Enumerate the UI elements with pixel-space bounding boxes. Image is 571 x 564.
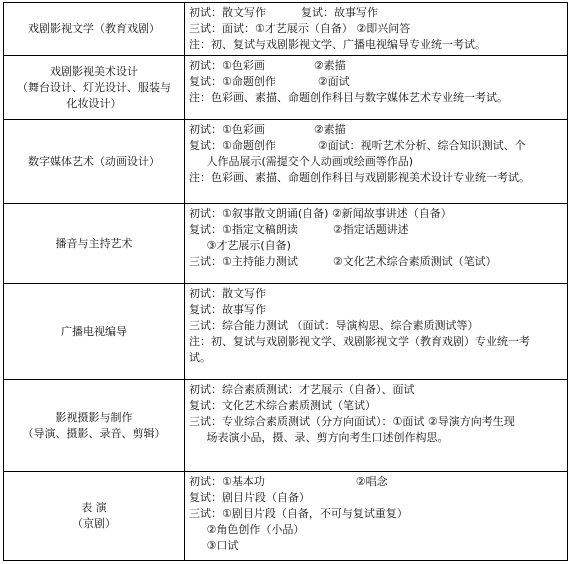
exam-line: 三试：①剧目片段（自备，不可与复试重复）: [189, 507, 408, 520]
major-cell: [4, 120, 185, 204]
major-cell: [4, 380, 185, 472]
exam-line: 初试：①色彩画 ②素描: [189, 59, 346, 72]
admission-exam-table: [3, 2, 568, 561]
exam-line: 三试：综合能力测试 （面试：导演构思、综合素质测试等）: [189, 319, 479, 332]
table-row: [4, 120, 568, 204]
major-cell: [4, 56, 185, 120]
exam-details-cell: [185, 284, 568, 380]
note-line: 试。: [189, 351, 211, 364]
major-subtitle: 化妆设计）: [66, 96, 122, 110]
exam-line: 复试：①命题创作 ②面试: [189, 75, 350, 88]
note-line: 注：初、复试与戏剧影视文学、戏剧影视文学（教育戏剧）专业统一考: [189, 335, 530, 348]
exam-line: ③才艺展示(自备): [189, 239, 291, 252]
note-line: 注：色彩画、素描、命题创作科目与数字媒体艺术专业统一考试。: [189, 91, 508, 104]
major-cell: [4, 204, 185, 284]
note-line: 注：色彩画、素描、命题创作科目与戏剧影视美术设计专业统一考试。: [189, 171, 530, 184]
exam-line: 复试：文化艺术综合素质测试（笔试）: [189, 399, 376, 412]
major-subtitle: （舞台设计、灯光设计、服装与: [17, 80, 171, 94]
exam-line: 初试：散文写作: [189, 287, 266, 300]
exam-line: 人作品展示(需提交个人动画或绘画等作品): [189, 155, 414, 168]
exam-line: 三试：面试：①才艺展示（自备） ②即兴问答: [189, 22, 411, 35]
major-cell: [4, 472, 185, 561]
major-name: 播音与主持艺术: [55, 236, 133, 250]
exam-details-cell: [185, 380, 568, 472]
exam-details-cell: [185, 56, 568, 120]
exam-line: 初试：①基本功 ②唱念: [189, 475, 388, 488]
exam-line: 初试：综合素质测试：才艺展示（自备）、面试: [189, 383, 415, 396]
major-subtitle: （导演、摄影、录音、剪辑）: [22, 426, 166, 440]
major-name: 戏剧影视文学（教育戏剧）: [28, 22, 160, 35]
table-row: [4, 56, 568, 120]
exam-details-cell: [185, 472, 568, 561]
exam-line: ②角色创作（小品）: [189, 523, 305, 536]
table-row: [4, 204, 568, 284]
table-row: [4, 284, 568, 380]
major-name: 表 演: [81, 501, 107, 514]
exam-details-cell: [185, 204, 568, 284]
exam-line: 复试：①命题创作 ②面试：视听艺术分析、综合知识测试、个: [189, 139, 526, 152]
exam-line: 复试：故事写作: [189, 303, 266, 316]
major-cell: [4, 3, 185, 56]
exam-line: 初试：①叙事散文朗诵(自备) ②新闻故事讲述（自备）: [189, 207, 452, 220]
major-name: 数字媒体艺术（动画设计）: [28, 154, 160, 168]
major-name: 影视摄影与制作: [55, 410, 133, 424]
exam-line: 三试：①主持能力测试 ②文化艺术综合素质测试（笔试）: [189, 255, 497, 268]
exam-details-cell: [185, 120, 568, 204]
exam-line: ③口试: [189, 539, 239, 552]
exam-line: 初试：①色彩画 ②素描: [189, 123, 346, 136]
major-subtitle: （京剧）: [72, 517, 116, 530]
major-name: 广播电视编导: [61, 324, 127, 338]
note-line: 注：初、复试与戏剧影视文学、广播电视编导专业统一考试。: [189, 38, 486, 51]
exam-line: 复试：剧目片段（自备）: [189, 491, 310, 504]
exam-line: 三试：专业综合素质测试（分方向面试）：①面试 ②导演方向考生现: [189, 415, 515, 428]
table-row: [4, 472, 568, 561]
exam-details-cell: [185, 3, 568, 56]
major-cell: [4, 284, 185, 380]
table-row: [4, 380, 568, 472]
exam-line: 初试：散文写作 复试：故事写作: [189, 6, 378, 19]
exam-line: 复试：①指定文稿朗读 ②指定话题讲述: [189, 223, 409, 236]
table-row: [4, 3, 568, 56]
exam-line: 场表演小品，摄、录、剪方向考生口述创作构思。: [189, 431, 449, 444]
major-name: 戏剧影视美术设计: [50, 64, 138, 78]
